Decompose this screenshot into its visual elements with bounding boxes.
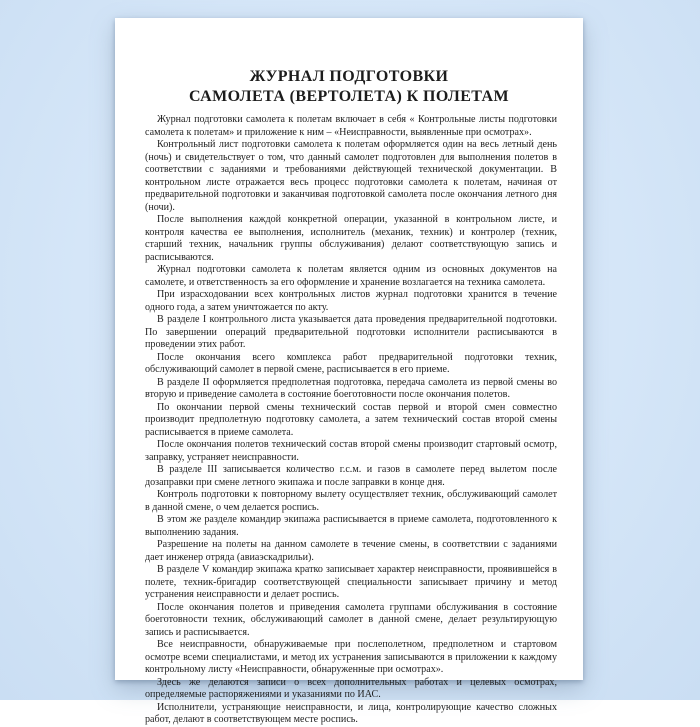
paragraph: Контроль подготовки к повторному вылету осуществляет техник, обслуживающий самолет в данной смене, о чем делается роспись. [145, 489, 557, 513]
paragraph: Журнал подготовки самолета к полетам включает в себя « Контрольные листы подготовки самолета к полетам» и приложение к ним – «Неисправности, выявленные при осмотрах». [145, 114, 557, 138]
paragraph: В разделе I контрольного листа указывается дата проведения предварительной подготовки. По завершении операций предварительной подготовки исполнители расписываются в проведении этих работ. [145, 314, 557, 350]
paragraph: Исполнители, устраняющие неисправности, и лица, контролирующие качество сложных работ, делают в соответствующем месте роспись. [145, 701, 557, 725]
document-body [145, 114, 557, 727]
paragraph: В разделе V командир экипажа кратко записывает характер неисправности, проявившейся в полете, техник-бригадир соответствующей специальности записывает причину и метод устранения неисправности и делает роспись. [145, 564, 557, 600]
paragraph: При израсходовании всех контрольных листов журнал подготовки хранится в течение одного года, а затем уничтожается по акту. [145, 289, 557, 313]
document-title [135, 67, 563, 107]
paragraph: В разделе III записывается количество г.с.м. и газов в самолете перед вылетом после дозаправки при смене летного экипажа и после заправки в конце дня. [145, 464, 557, 488]
paragraph: После окончания полетов и приведения самолета группами обслуживания в состояние боеготовности техник, обслуживающий самолет в данной смене, делает результирующую запись и расписывается. [145, 601, 557, 638]
paragraph: В разделе II оформляется предполетная подготовка, передача самолета из первой смены во вторую и приведение самолета в состояние боеготовности после окончания полетов. [145, 376, 557, 400]
paragraph: Разрешение на полеты на данном самолете в течение смены, в соответствии с заданиями дает инженер отряда (авиаэскадрильи). [145, 539, 557, 563]
paragraph: Журнал подготовки самолета к полетам является одним из основных документов на самолете, и ответственность за его оформление и хранение возлагается на техника самолета. [145, 264, 557, 288]
paragraph: После окончания всего комплекса работ предварительной подготовки техник, обслуживающий самолет в первой смене, расписывается в его приеме. [145, 351, 557, 375]
paragraph: В этом же разделе командир экипажа расписывается в приеме самолета, подготовленного к выполнению задания. [145, 514, 557, 538]
paragraph: После выполнения каждой конкретной операции, указанной в контрольном листе, и контроля качества ее выполнения, исполнитель (механик, техник) и контролер (техник, старший техник, начальник группы обслуживания) делают соответствующую запись и расписываются. [145, 214, 557, 263]
document-page [115, 18, 583, 725]
paragraph: Контрольный лист подготовки самолета к полетам оформляется один на весь летный день (ночь) и свидетельствует о том, что данный самолет подготовлен для выполнения полетов в соответствии с заданиями и требованиями действующей технической документации. В контрольном листе отражается весь процесс подготовки самолета к полетам, начиная от предварительной подготовки и заканчивая подготовкой самолета после окончания летного дня (ночи). [145, 139, 557, 213]
paragraph: По окончании первой смены технический состав первой и второй смен совместно производит предполетную подготовку самолета, а затем технический состав второй смены расписывается в приеме самолета. [145, 401, 557, 438]
paragraph: Все неисправности, обнаруживаемые при послеполетном, предполетном и стартовом осмотре всеми специалистами, и метод их устранения записываются в приложении к каждому контрольному листу «Неисправности, обнаруженные при осмотрах». [145, 639, 557, 675]
title-line-2: САМОЛЕТА (ВЕРТОЛЕТА) К ПОЛЕТАМ [188, 88, 509, 105]
paragraph: Здесь же делаются записи о всех дополнительных работах и целевых осмотрах, определяемые распоряжениями и указаниями по ИАС. [145, 676, 557, 700]
title-line-1: ЖУРНАЛ ПОДГОТОВКИ [249, 68, 449, 85]
paragraph: После окончания полетов технический состав второй смены производит стартовый осмотр, заправку, устраняет неисправности. [145, 439, 557, 463]
